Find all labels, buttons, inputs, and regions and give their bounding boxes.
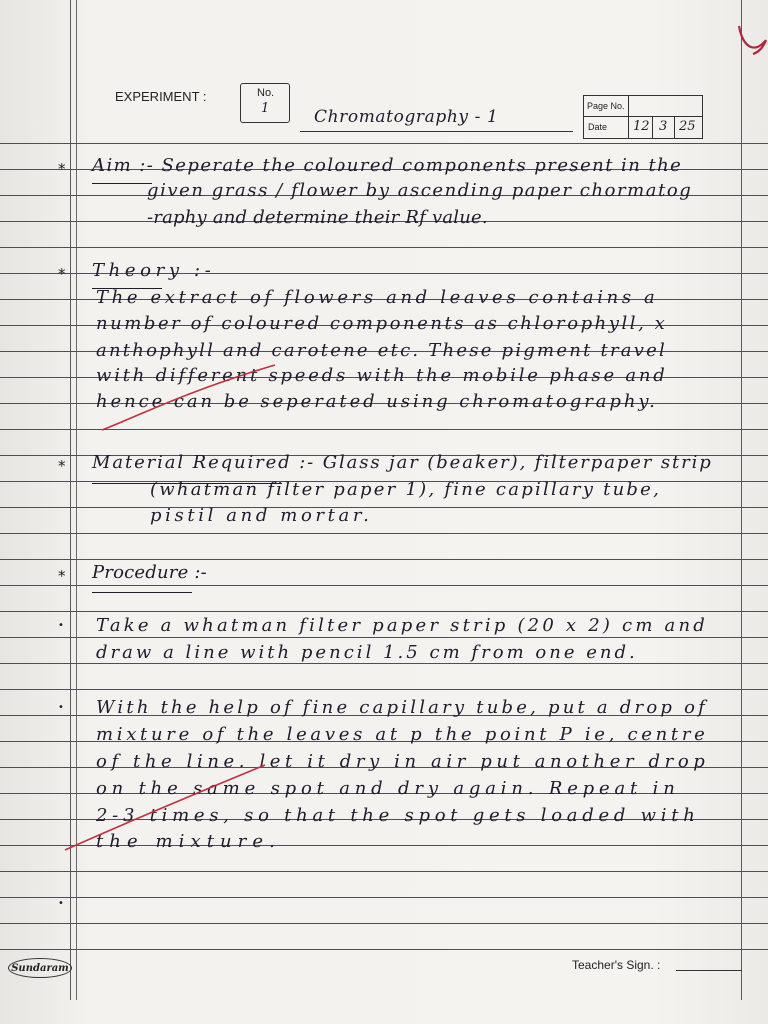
handwritten-line: 2-3 times, so that the spot gets loaded with [96,805,700,826]
handwritten-line: anthophyll and carotene etc. These pigment travel [96,340,668,361]
ruled-line [0,897,768,898]
asterisk-marker: * [58,265,66,283]
experiment-title: Chromatography - 1 [314,107,499,127]
brand-name: Sundaram [11,962,69,974]
handwritten-line: Take a whatman filter paper strip (20 x 2) cm and [96,615,709,636]
handwritten-line: pistil and mortar. [150,505,373,526]
handwritten-line: (whatman filter paper 1), fine capillary tube, [150,479,662,500]
handwritten-line: of the line. let it dry in air put another drop [96,751,710,772]
teacher-red-stroke-2 [60,760,270,855]
ruled-line [0,611,768,612]
handwritten-line: number of coloured components as chlorophyll, x [96,313,668,334]
asterisk-marker: * [58,567,66,585]
page-no-label: Page No. [587,101,625,111]
ruled-line [0,559,768,560]
teacher-sign-line [676,970,742,971]
handwritten-line: hence can be seperated using chromatography. [96,391,658,412]
no-label: No. [257,87,275,99]
handwritten-line: -raphy and determine their Rf value. [147,207,488,228]
date-label: Date [588,122,608,132]
ruled-line [0,923,768,924]
asterisk-marker: * [58,160,66,178]
experiment-label: EXPERIMENT : [115,89,207,104]
date-month: 3 [659,119,668,134]
page-date-divider-v [628,96,629,138]
bullet-marker: • [58,702,64,713]
aim-heading-underline [92,183,152,184]
material-heading-underline [92,483,282,484]
handwritten-line: With the help of fine capillary tube, put a drop of [96,697,709,718]
theory-heading-underline [92,288,162,289]
ruled-line [0,949,768,950]
ruled-line [0,143,768,144]
brand-logo [8,958,72,978]
ruled-line [0,247,768,248]
date-divider-2 [674,116,675,138]
handwritten-line: with different speeds with the mobile phase and [96,365,668,386]
handwritten-line: Aim :- Seperate the coloured components present in the [92,155,683,176]
ruled-line [0,871,768,872]
handwritten-line: Procedure :- [92,562,207,583]
handwritten-line: Theory :- [92,260,216,281]
page-date-box [583,95,703,139]
ruled-line [0,663,768,664]
teacher-sign-label: Teacher's Sign. : [572,958,661,972]
asterisk-marker: * [58,457,66,475]
bullet-marker: • [58,620,64,631]
right-margin-line [741,0,742,1000]
handwritten-line: mixture of the leaves at p the point P ie, centre [96,724,709,745]
handwritten-line: The extract of flowers and leaves contains a [96,287,659,308]
handwritten-line: given grass / flower by ascending paper chormatog [147,180,693,201]
teacher-check-mark [735,18,768,58]
ruled-line [0,533,768,534]
experiment-number-box [240,83,290,123]
handwritten-line: on the same spot and dry again. Repeat in [96,778,680,799]
ruled-line [0,507,768,508]
ruled-line [0,689,768,690]
date-divider-1 [652,116,653,138]
teacher-red-stroke-1 [100,360,280,440]
ruled-line [0,637,768,638]
ruled-line [0,585,768,586]
procedure-heading-underline [92,592,192,593]
bullet-marker: • [58,898,64,909]
handwritten-line: Material Required :- Glass jar (beaker), filterpaper strip [92,452,713,473]
handwritten-line: draw a line with pencil 1.5 cm from one end. [96,642,638,663]
date-day: 12 [633,119,650,134]
title-underline [300,131,573,132]
page-date-divider-h [584,116,702,117]
handwritten-line: the mixture. [96,831,281,852]
experiment-number: 1 [261,101,270,116]
date-year: 25 [679,119,696,134]
